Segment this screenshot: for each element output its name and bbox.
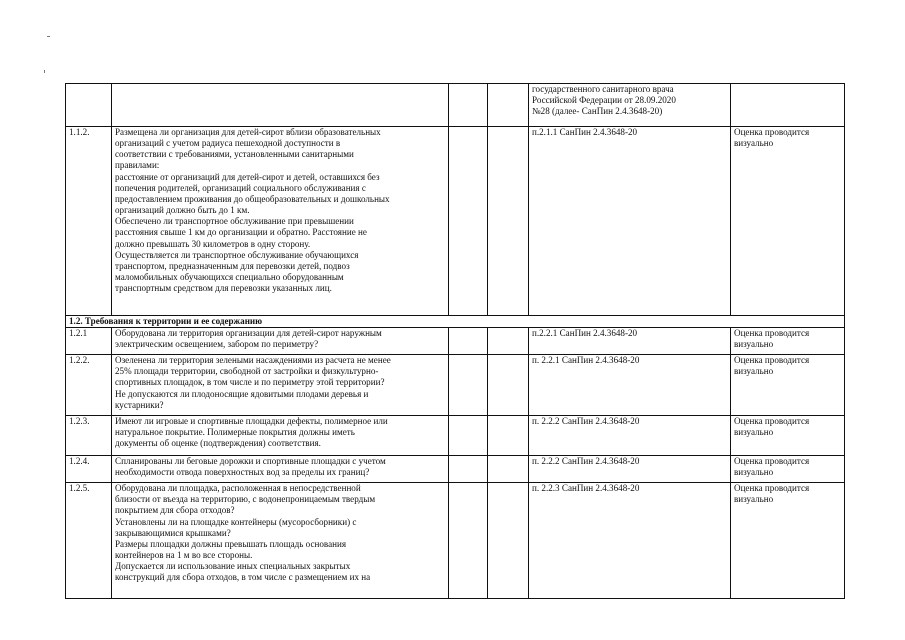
text-line: п.2.2.1 СанПин 2.4.3648-20 xyxy=(532,328,638,339)
text-line: необходимости отвода поверхностных вод за пределы их границ? xyxy=(115,467,370,478)
text-line: соответствии с требованиями, установленными санитарными xyxy=(115,149,354,160)
text-line: транспортом, предназначенным для перевозки детей, подвоз xyxy=(115,260,350,271)
table-row xyxy=(66,127,845,316)
text-line: Обеспечено ли транспортное обслуживание при превышении xyxy=(115,216,354,227)
method-cell xyxy=(731,328,845,355)
text-line: закрывающимися крышками? xyxy=(115,527,231,538)
text-line: Не допускаются ли плодоносящие ядовитыми плодами деревья и xyxy=(115,388,369,399)
table-row xyxy=(66,416,845,456)
text-line: должно превышать 30 километров в одну сторону. xyxy=(115,238,311,249)
method-cell xyxy=(731,416,845,456)
text-line: п. 2.2.3 СанПин 2.4.3648-20 xyxy=(532,483,640,494)
method-cell xyxy=(731,127,845,316)
text-line: Оборудована ли территория организации для детей-сирот наружным xyxy=(115,328,382,339)
answer-no-cell xyxy=(488,416,529,456)
method-cell xyxy=(731,483,845,599)
method-cell xyxy=(731,84,845,127)
text-line: Оценка проводится xyxy=(734,416,810,427)
checklist-table xyxy=(65,83,845,599)
text-line: Озеленена ли территория зелеными насаждениями из расчета не менее xyxy=(115,355,391,366)
text-line: Установлены ли на площадке контейнеры (мусоросборники) с xyxy=(115,516,357,527)
checklist-body xyxy=(66,84,845,599)
question-cell xyxy=(112,127,449,316)
text-line: Размеры площадки должны превышать площадь основания xyxy=(115,538,347,549)
norm-reference-cell xyxy=(529,328,731,355)
item-number: 1.2.3. xyxy=(66,416,112,456)
text-line: близости от въезда на территорию, с водонепроницаемым твердым xyxy=(115,494,376,505)
text-line: организаций должно быть до 1 км. xyxy=(115,205,250,216)
text-line: Оценка проводится xyxy=(734,456,810,467)
text-line: визуально xyxy=(734,138,774,149)
text-line: Российской Федерации от 28.09.2020 xyxy=(532,95,676,106)
table-row xyxy=(66,355,845,416)
text-line: визуально xyxy=(734,467,774,478)
text-line: визуально xyxy=(734,494,774,505)
table-row xyxy=(66,84,845,127)
norm-reference-cell xyxy=(529,127,731,316)
item-number: 1.2.2. xyxy=(66,355,112,416)
text-line: электрическим освещением, забором по периметру? xyxy=(115,339,319,350)
item-number: 1.2.4. xyxy=(66,456,112,483)
text-line: Оценка проводится xyxy=(734,355,810,366)
text-line: Оценка проводится xyxy=(734,483,810,494)
answer-yes-cell xyxy=(449,416,488,456)
text-line: попечения родителей, организаций социального обслуживания с xyxy=(115,182,366,193)
question-cell xyxy=(112,416,449,456)
text-line: контейнеров на 1 м во все стороны. xyxy=(115,550,253,561)
norm-reference-cell xyxy=(529,416,731,456)
item-number: 1.1.2. xyxy=(66,127,112,316)
text-line: маломобильных обучающихся специально оборудованным xyxy=(115,272,344,283)
text-line: Оборудована ли площадка, расположенная в непосредственной xyxy=(115,483,361,494)
norm-reference-cell xyxy=(529,355,731,416)
table-row xyxy=(66,328,845,355)
item-number: 1.2.5. xyxy=(66,483,112,599)
text-line: расстояния свыше 1 км до организации и обратно. Расстояние не xyxy=(115,227,367,238)
answer-no-cell xyxy=(488,127,529,316)
text-line: Размещена ли организация для детей-сирот вблизи образовательных xyxy=(115,127,381,137)
method-cell xyxy=(731,355,845,416)
table-row xyxy=(66,456,845,483)
text-line: Спланированы ли беговые дорожки и спортивные площадки с учетом xyxy=(115,456,386,467)
answer-yes-cell xyxy=(449,483,488,599)
text-line: Имеют ли игровые и спортивные площадки дефекты, полимерное или xyxy=(115,416,388,427)
text-line: государственного санитарного врача xyxy=(532,84,674,94)
method-cell xyxy=(731,456,845,483)
text-line: организаций с учетом радиуса пешеходной доступности в xyxy=(115,138,341,149)
text-line: п. 2.2.1 СанПин 2.4.3648-20 xyxy=(532,355,640,366)
text-line: Осуществляется ли транспортное обслуживание обучающихся xyxy=(115,249,359,260)
norm-reference-cell xyxy=(529,483,731,599)
text-line: №28 (далее- СанПин 2.4.3648-20) xyxy=(532,106,663,117)
text-line: Допускается ли использование иных специальных закрытых xyxy=(115,561,351,572)
text-line: п. 2.2.2 СанПин 2.4.3648-20 xyxy=(532,416,640,427)
scan-speck xyxy=(44,70,45,73)
text-line: документы об оценке (подтверждения) соответствия. xyxy=(115,438,321,449)
norm-reference-cell xyxy=(529,84,731,127)
answer-no-cell xyxy=(488,456,529,483)
question-cell xyxy=(112,483,449,599)
answer-no-cell xyxy=(488,483,529,599)
answer-yes-cell xyxy=(449,127,488,316)
text-line: транспортным средством для перевозки указанных лиц. xyxy=(115,283,332,294)
norm-reference-cell xyxy=(529,456,731,483)
text-line: п.2.1.1 СанПин 2.4.3648-20 xyxy=(532,127,638,137)
question-cell xyxy=(112,328,449,355)
answer-yes-cell xyxy=(449,84,488,127)
question-cell xyxy=(112,84,449,127)
section-header-row xyxy=(66,316,845,328)
item-number xyxy=(66,84,112,127)
text-line: визуально xyxy=(734,427,774,438)
answer-yes-cell xyxy=(449,355,488,416)
text-line: Оценка проводится xyxy=(734,127,810,137)
section-title: 1.2. Требования к территории и ее содержанию xyxy=(66,316,845,328)
answer-yes-cell xyxy=(449,456,488,483)
answer-yes-cell xyxy=(449,328,488,355)
text-line: визуально xyxy=(734,366,774,377)
text-line: покрытием для сбора отходов? xyxy=(115,505,235,516)
text-line: Оценка проводится xyxy=(734,328,810,339)
item-number: 1.2.1 xyxy=(66,328,112,355)
text-line: натуральное покрытие. Полимерные покрытия должны иметь xyxy=(115,427,355,438)
scan-speck xyxy=(47,36,50,37)
question-cell xyxy=(112,456,449,483)
answer-no-cell xyxy=(488,84,529,127)
text-line: предоставлением проживания до общеобразовательных и дошкольных xyxy=(115,193,390,204)
text-line: расстояние от организаций для детей-сирот и детей, оставшихся без xyxy=(115,171,380,182)
answer-no-cell xyxy=(488,328,529,355)
text-line: п. 2.2.2 СанПин 2.4.3648-20 xyxy=(532,456,640,467)
answer-no-cell xyxy=(488,355,529,416)
text-line: конструкций для сбора отходов, в том числе с размещением их на xyxy=(115,572,371,583)
text-line: визуально xyxy=(734,339,774,350)
text-line: спортивных площадок, в том числе и по периметру этой территории? xyxy=(115,377,385,388)
question-cell xyxy=(112,355,449,416)
text-line: 25% площади территории, свободной от застройки и физкультурно- xyxy=(115,366,379,377)
text-line: кустарники? xyxy=(115,399,164,410)
table-row xyxy=(66,483,845,599)
text-line: правилами: xyxy=(115,160,160,171)
